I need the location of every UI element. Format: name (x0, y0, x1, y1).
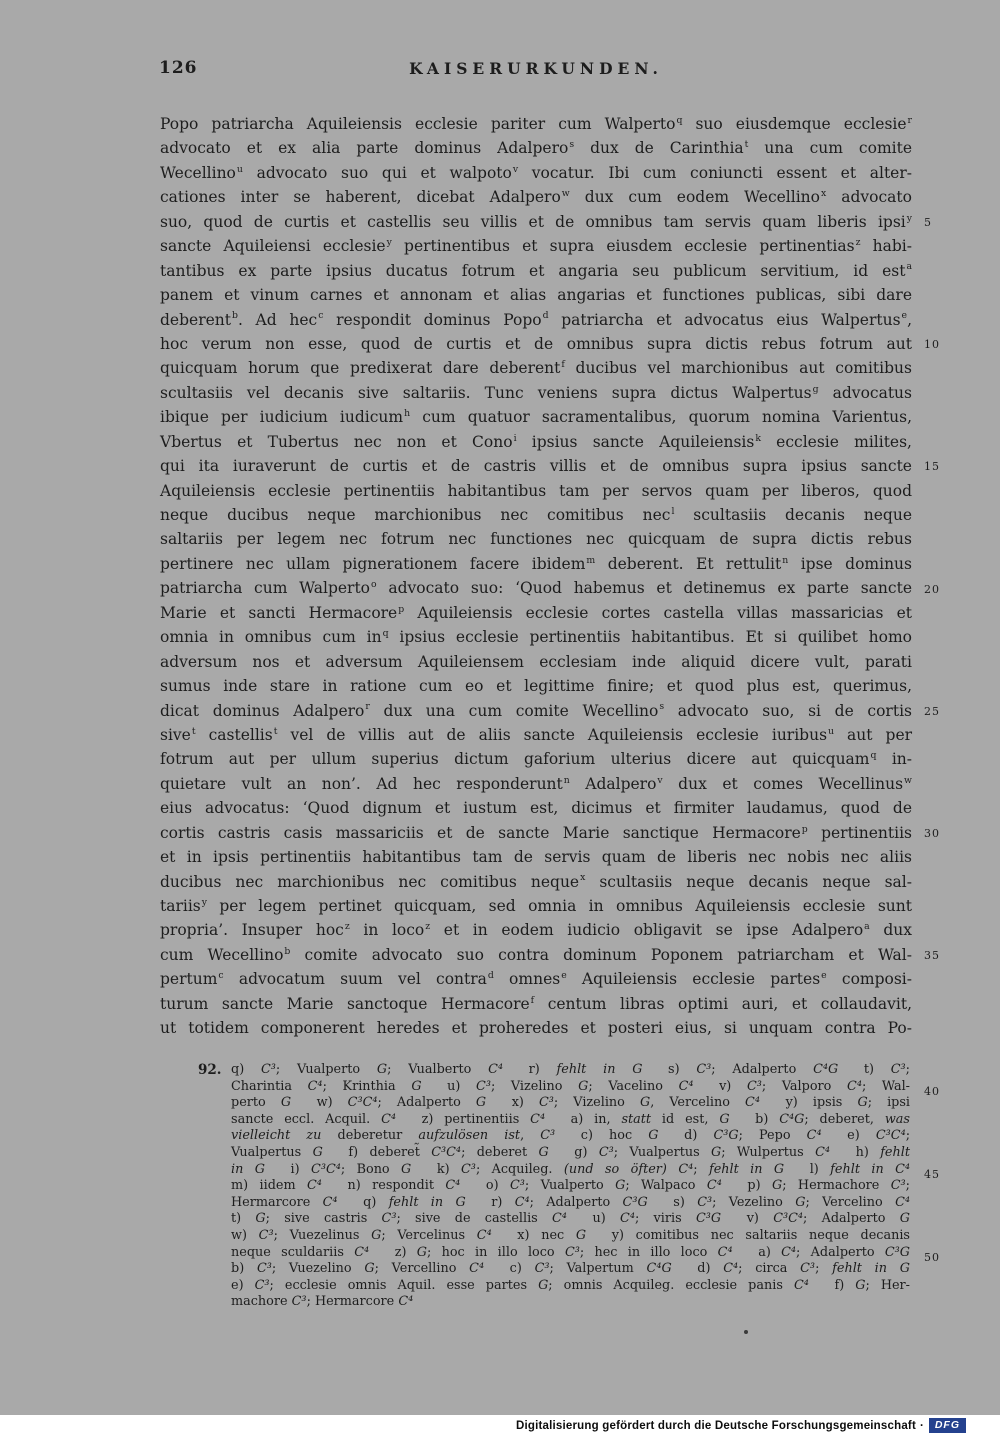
text-line: tariis$^y$ per legem pertinet quicquam, sed omnia in omnibus Aquileiensis ecclesie sunt (160, 896, 912, 915)
text-line: propria’. Insuper hoc$^z$ in loco$^z$ et in eodem iudicio obligavit se ipse Adalpero$^a$ dux (160, 921, 912, 940)
text-line: Wecellino$^u$ advocato suo qui et walpoto$^v$ vocatur. Ibi cum coniuncti essent et alter- (160, 163, 912, 182)
text-line: quicquam horum que predixerat dare deberent$^f$ ducibus vel marchionibus aut comitibus (160, 359, 912, 378)
text-line: neque ducibus neque marchionibus nec comitibus nec$^l$ scultasiis decanis neque (160, 505, 912, 524)
margin-line-number: 35 (924, 949, 940, 963)
text-line: suo, quod de curtis et castellis seu villis et de omnibus tam servis quam liberis ipsi$^y$ (160, 212, 912, 231)
text-line: tantibus ex parte ipsius ducatus fotrum et angaria seu publicum servitium, id est$^a$ (160, 261, 912, 280)
text-line: Popo patriarcha Aquileiensis ecclesie pariter cum Walperto$^q$ suo eiusdemque ecclesie$^r$ (160, 114, 912, 133)
text-line: machore C³; Hermarcore C⁴ (231, 1294, 414, 1310)
text-line: patriarcha cum Walperto$^o$ advocato suo: ‘Quod habemus et detinemus ex parte sancte (160, 579, 912, 598)
text-line: eius advocatus: ‘Quod dignum et iustum est, dicimus et firmiter laudamus, quod de (160, 799, 912, 818)
text-line: w) C³; Vuezelinus G; Vercelinus C⁴ x) nec G y) comitibus nec saltariis neque decanis (231, 1227, 911, 1243)
body-text (160, 112, 912, 1041)
margin-line-number: 40 (924, 1084, 940, 1098)
text-line: deberent$^b$. Ad hec$^c$ respondit dominus Popo$^d$ patriarcha et advocatus eius Walpertus$^e$, (160, 310, 912, 329)
margin-line-number: 10 (924, 338, 940, 352)
text-line: e) C³; ecclesie omnis Aquil. esse partes G; omnis Acquileg. ecclesie panis C⁴ f) G; Her- (231, 1277, 910, 1293)
text-line: b) C³; Vuezelino G; Vercellino C⁴ c) C³; Valpertum C⁴G d) C⁴; circa C³; fehlt in G (231, 1261, 910, 1277)
text-line: in G i) C³C⁴; Bono G k) C³; Acquileg. (und so öfter) C⁴; fehlt in G l) fehlt in C⁴ (231, 1161, 911, 1177)
text-line: cum Wecellino$^b$ comite advocato suo contra dominum Poponem patriarcham et Wal- (160, 945, 912, 964)
text-line: turum sancte Marie sanctoque Hermacore$^f$ centum libras optimi auri, et collaudavit, (160, 994, 912, 1013)
text-line: vielleicht zu deberetur aufzulösen ist, C³ c) hoc G d) C³G; Pepo C⁴ e) C³C⁴; (231, 1128, 911, 1144)
text-line: Charintia C⁴; Krinthia G u) C³; Vizelino G; Vacelino C⁴ v) C³; Valporo C⁴; Wal- (231, 1078, 911, 1094)
text-line: pertinere nec ullam pignerationem facere ibidem$^m$ deberent. Et rettulit$^n$ ipse dominus (160, 554, 912, 573)
footnote-number: 92. (198, 1062, 222, 1078)
text-line: adversum nos et adversum Aquileiensem ecclesiam inde aliquid dicere vult, parati (160, 652, 912, 671)
text-line: Hermarcore C⁴ q) fehlt in G r) C⁴; Adalperto C³G s) C³; Vezelino G; Vercelino C⁴ (231, 1194, 910, 1210)
text-line: cationes inter se haberent, dicebat Adalpero$^w$ dux cum eodem Wecellino$^x$ advocato (160, 188, 912, 207)
margin-line-number: 30 (924, 827, 940, 841)
text-line: panem et vinum carnes et annonam et alias angarias et functiones publicas, sibi dare (160, 286, 912, 305)
margin-line-number: 20 (924, 582, 940, 596)
margin-line-number: 50 (924, 1250, 940, 1264)
text-line: qui ita iuraverunt de curtis et de castris villis et de omnibus supra ipsius sancte (160, 457, 912, 476)
running-header: KAISERURKUNDEN. (409, 59, 663, 78)
text-line: fotrum aut per ullum superius dictum gaforium ulterius dicere aut quicquam$^q$ in- (160, 750, 912, 769)
text-line: advocato et ex alia parte dominus Adalpero$^s$ dux de Carinthia$^t$ una cum comite (160, 139, 912, 158)
footer-credit: Digitalisierung gefördert durch die Deutsche Forschungsgemeinschaft (515, 1419, 916, 1432)
text-line: q) C³; Vualperto G; Vualberto C⁴ r) fehlt in G s) C³; Adalperto C⁴G t) C³; (231, 1062, 910, 1077)
text-line: t) G; sive castris C³; sive de castellis C⁴ u) C⁴; viris C³G v) C³C⁴; Adalperto G (231, 1211, 911, 1227)
dfg-logo: DFG (929, 1418, 966, 1433)
text-line: Vbertus et Tubertus nec non et Cono$^i$ ipsius sancte Aquileiensis$^k$ ecclesie milites, (160, 432, 912, 451)
footer-separator: · (919, 1419, 924, 1432)
text-line: sive$^t$ castellis$^t$ vel de villis aut de aliis sancte Aquileiensis ecclesie iuribus$^u$ aut per (160, 725, 913, 744)
margin-line-number: 5 (924, 215, 932, 229)
text-line: dicat dominus Adalpero$^r$ dux una cum comite Wecellino$^s$ advocato suo, si de cortis (160, 701, 912, 720)
text-line: perto G w) C³C⁴; Adalperto G x) C³; Vizelino G, Vercelino C⁴ y) ipsis G; ipsi (231, 1095, 911, 1111)
text-line: saltariis per legem nec fotrum nec functiones nec quicquam de supra dictis rebus (160, 530, 912, 549)
text-line: omnia in omnibus cum $in^q$ ipsius ecclesie pertinentiis habitantibus. Et si quilibet homo (160, 628, 912, 647)
text-line: scultasiis vel decanis sive saltariis. Tunc veniens supra dictus Walpertus$^g$ advocatus (160, 383, 912, 402)
margin-line-number: 15 (924, 460, 940, 474)
text-line: quietare vult an non’. Ad hec responderunt$^n$ Adalpero$^v$ dux et comes Wecellinus$^w$ (160, 774, 912, 793)
margin-line-number: 25 (924, 704, 940, 718)
apparatus-footnotes (231, 1062, 910, 1311)
page-number: 126 (159, 58, 198, 78)
text-line: ut totidem componerent heredes et proheredes et posteri eius, si unquam contra Po- (160, 1019, 912, 1038)
text-line: et in ipsis pertinentiis habitantibus tam de servis quam de liberis nec nobis nec aliis (160, 848, 912, 867)
text-line: ducibus nec marchionibus nec comitibus neque$^x$ scultasiis neque decanis neque sal- (160, 872, 912, 891)
text-line: Aquileiensis ecclesie pertinentiis habitantibus tam per servos quam per liberos, quod (160, 481, 912, 500)
text-line: sancte eccl. Acquil. C⁴ z) pertinentiis C⁴ a) in, statt id est, G b) C⁴G; deberet, was (231, 1111, 910, 1127)
ink-speck (744, 1330, 748, 1334)
text-line: neque sculdariis C⁴ z) G; hoc in illo loco C³; hec in illo loco C⁴ a) C⁴; Adalperto C³G (231, 1244, 911, 1260)
text-line: Marie et sancti Hermacore$^p$ Aquileiensis ecclesie cortes castella villas massaricias et (160, 603, 912, 622)
text-line: sumus inde stare in ratione cum eo et legittime finire; et quod plus est, querimus, (160, 677, 912, 696)
margin-line-number: 45 (924, 1167, 940, 1181)
text-line: ibique per iudicium iudicum$^h$ cum quatuor sacramentalibus, quorum nomina Varientus, (160, 408, 912, 427)
text-line: cortis castris casis massariciis et de sancte Marie sanctique Hermacore$^p$ pertinentiis (160, 823, 912, 842)
text-line: sancte Aquileiensi ecclesie$^y$ pertinentibus et supra eiusdem ecclesie pertinentias$^z$ habi- (160, 237, 912, 256)
text-line: Vualpertus G f) deberet̃ C³C⁴; deberet G g) C³; Vualpertus G; Wulpertus C⁴ h) fehlt (231, 1144, 910, 1160)
text-line: m) iidem C⁴ n) respondit C⁴ o) C³; Vualperto G; Walpaco C⁴ p) G; Hermachore C³; (231, 1178, 910, 1194)
text-line: pertum$^c$ advocatum suum vel contra$^d$ omnes$^e$ Aquileiensis ecclesie partes$^e$ composi- (160, 970, 913, 989)
footer-strip (0, 1415, 1000, 1436)
text-line: hoc verum non esse, quod de curtis et de omnibus supra dictis rebus fotrum aut (160, 334, 912, 353)
